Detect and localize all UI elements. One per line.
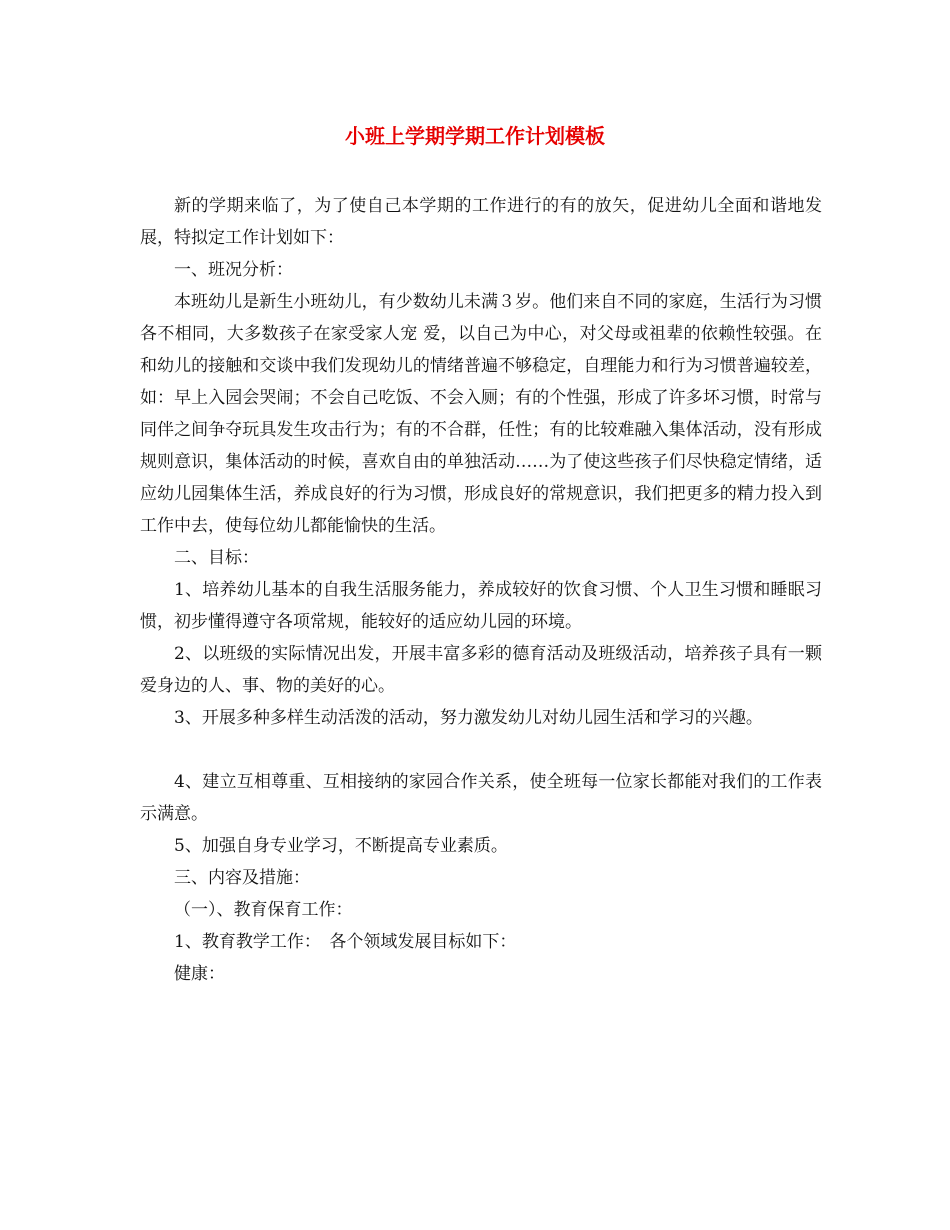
goal-item-3: 3、开展多种多样生动活泼的活动，努力激发幼儿对幼儿园生活和学习的兴趣。 [174, 708, 763, 728]
document-title: 小班上学期学期工作计划模板 [345, 124, 605, 148]
section-heading-goals: 二、目标： [174, 548, 259, 568]
goal-item-4: 4、建立互相尊重、互相接纳的家园合作关系，使全班每一位家长都能对我们的工作表示满意。 [140, 772, 822, 824]
subsection-heading-education-care: （一）、教育保育工作： [174, 900, 353, 920]
section-heading-class-analysis: 一、班况分析： [174, 260, 293, 280]
goal-item-1: 1、培养幼儿基本的自我生活服务能力，养成较好的饮食习惯、个人卫生习惯和睡眠习惯，初步懂得遵守各项常规，能较好的适应幼儿园的环境。 [140, 580, 822, 632]
goal-item-2: 2、以班级的实际情况出发，开展丰富多彩的德育活动及班级活动，培养孩子具有一颗爱身边的人、事、物的美好的心。 [140, 644, 822, 696]
document-body [140, 190, 822, 990]
section-heading-content-measures: 三、内容及措施： [174, 868, 310, 888]
class-analysis-paragraph: 本班幼儿是新生小班幼儿，有少数幼儿未满３岁。他们来自不同的家庭，生活行为习惯各不相同，大多数孩子在家受家人宠 爱，以自己为中心，对父母或祖辈的依赖性较强。在和幼儿的接触和交谈中我们发现幼儿的情绪普遍不够稳定，自理能力和行为习惯普遍较差，如：早上入园会哭闹；不会自己吃饭、不会入厕；有的个性强，形成了许多坏习惯，时常与同伴之间争夺玩具发生攻击行为；有的不合群，任性；有的比较难融入集体活动，没有形成规则意识，集体活动的时候，喜欢自由的单独活动……为了使这些孩子们尽快稳定情绪，适应幼儿园集体生活，养成良好的行为习惯，形成良好的常规意识，我们把更多的精力投入到工作中去，使每位幼儿都能愉快的生活。 [140, 292, 822, 536]
subsection-item-teaching-work: 1、教育教学工作： 各个领域发展目标如下： [174, 932, 517, 952]
subsection-item-health: 健康： [174, 964, 225, 984]
intro-paragraph: 新的学期来临了，为了使自己本学期的工作进行的有的放矢，促进幼儿全面和谐地发展，特拟定工作计划如下： [140, 196, 822, 248]
goal-item-5: 5、加强自身专业学习，不断提高专业素质。 [174, 836, 508, 856]
